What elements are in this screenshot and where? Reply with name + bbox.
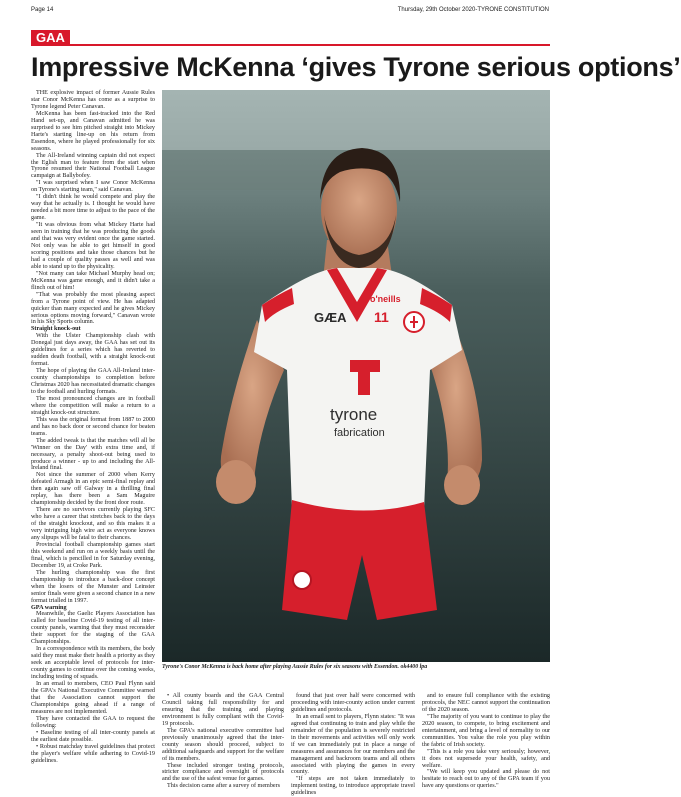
article-paragraph: "I was surprised when I saw Conor McKenna on Tyrone's starting team," said Canavan. — [31, 180, 155, 194]
article-paragraph: The All-Ireland winning captain did not expect the Eglish man to feature from the start when Tyrone resumed their National Football League campaign at Ballybofey. — [31, 152, 155, 180]
article-paragraph: "This is a role you take very seriously; however, it does not supersede your health, safety, and welfare. — [422, 748, 550, 769]
section-rule — [31, 44, 550, 46]
article-column-2 — [162, 693, 284, 790]
article-paragraph: "The majority of you want to continue to play the 2020 season, to compete, to bring excitement and entertainment, and bring a level of normality to our communities. You value the role you play within the fabric of Irish society. — [422, 713, 550, 748]
article-paragraph: "That was probably the most pleasing aspect from a Tyrone point of view. He has adapted quicker than many expected and he gives Mickey serious options moving forward," Canavan wrote in his Sky Sports column. — [31, 291, 155, 326]
article-paragraph: found that just over half were concerned with proceeding with inter-county action under current guidelines and protocols. — [291, 693, 415, 713]
article-paragraph: They have contacted the GAA to request the following: — [31, 715, 155, 729]
player-illustration — [162, 90, 550, 662]
article-paragraph: "We will keep you updated and please do not hesitate to reach out to any of the GPA team if you have any questions or queries." — [422, 769, 550, 790]
article-paragraph: "Not many can take Michael Murphy head on; McKenna was game enough, and it didn't take a flinch out of him! — [31, 270, 155, 291]
article-paragraph: These included stronger testing protocols, stricter compliance and oversight of protocols and the use of the safest venue for games. — [162, 762, 284, 783]
article-paragraph: The GPA's national executive committee had previously unanimously agreed that the inter-county season should proceed, subject to additional safeguards and support for the welfare of its members. — [162, 727, 284, 762]
article-paragraph: The added tweak is that the matches will all be 'Winner on the Day' with extra time and, if necessary, a penalty shoot-out being used to produce a winner - up to and including the All-Ireland final. — [31, 437, 155, 472]
article-paragraph: Meanwhile, the Gaelic Players Association has called for baseline Covid-19 testing of all inter-county panels, warning that they must reconsider their support for the staging of the GAA Championships. — [31, 611, 155, 646]
player-photo — [162, 90, 550, 662]
article-paragraph: "If steps are not taken immediately to implement testing, to introduce appropriate travel guidelines — [291, 776, 415, 797]
masthead — [0, 0, 580, 20]
article-paragraph: THE explosive impact of former Aussie Rules star Conor McKenna has come as a surprise to Tyrone legend Peter Canavan. — [31, 90, 155, 110]
photo-caption: Tyrone's Conor McKenna is back home after playing Aussie Rules for six seasons with Essendon. ok4400 lpa — [162, 664, 428, 670]
sponsor-line1: tyrone — [330, 405, 378, 424]
article-paragraph: Not since the summer of 2000 when Kerry defeated Armagh in an epic semi-final replay and then again saw off Galway in a thrilling final replay, has there been a Sam Maguire championship decided by the front door route. — [31, 472, 155, 507]
article-paragraph: In a correspondence with its members, the body said they must make their health a priority as they seek an acceptable level of protocols for inter-county games to continue over the coming weeks, including testing of squads. — [31, 646, 155, 681]
article-paragraph: "I didn't think he would compete and play the way that he actually is. I thought he would have needed a bit more time to adjust to the pace of the game. — [31, 194, 155, 222]
article-column-1 — [31, 90, 155, 764]
article-paragraph: The hurling championship was the first championship to introduce a back-door concept when the losers of the Munster and Leinster senior finals were given a second chance in a new format trialled in 1997. — [31, 569, 155, 604]
article-paragraph: and to ensure full compliance with the existing protocols, the NEC cannot support the continuation of the 2020 season. — [422, 693, 550, 713]
subheading: Straight knock-out — [31, 326, 81, 333]
article-paragraph: • Robust matchday travel guidelines that protect the player's welfare while adhering to Covid-19 guidelines. — [31, 743, 155, 764]
subheading: GPA warning — [31, 604, 67, 611]
article-paragraph: McKenna has been fast-tracked into the Red Hand set-up, and Canavan admitted he was surprised to see him pitched straight into Mickey Harte's starting line-up on his return from Essendon, where he played professionally for six seasons. — [31, 110, 155, 152]
shirt-number: 11 — [374, 309, 389, 325]
article-paragraph: This decision came after a survey of members — [167, 783, 281, 790]
article-paragraph: The hope of playing the GAA All-Ireland inter-county championships to completion before Christmas 2020 has necessitated dramatic changes to the football and hurling formats. — [31, 368, 155, 395]
article-paragraph: "It was obvious from what Mickey Harte had seen in training that he was producing the goods and that was very evident once the game started. Not only was he able to get himself in good scoring positions and take those chances but he had a couple of quality passes as well and was able to stand up to the physicality. — [31, 222, 155, 270]
section-header — [31, 30, 550, 45]
article-paragraph: • Baseline testing of all inter-county panels at the earliest date possible. — [31, 729, 155, 743]
article-paragraph: With the Ulster Championship clash with Donegal just days away, the GAA has set out its guidelines for a series which has reverted to sudden death football, with a straight knock-out format. — [31, 333, 155, 368]
section-label: GAA — [31, 30, 70, 45]
article-paragraph: This was the original format from 1887 to 2000 and has no back door or second chance for beaten teams. — [31, 416, 155, 437]
shirt-brand: o'neills — [370, 294, 401, 304]
article-column-4 — [422, 693, 550, 790]
page-number: Page 14 — [31, 7, 54, 13]
article-paragraph: In an email sent to players, Flynn states: "It was agreed that continuing to train and play while the remainder of the population is severely restricted in their movements and activities will only work if we can immediately put in place a range of measures and assurances for our members and the management and backroom teams and all others associated with playing the games in every county. — [291, 713, 415, 776]
article-paragraph: In an email to members, CEO Paul Flynn said the GPA's National Executive Committee warned that the Association cannot support the Championships going ahead if a range of measures are not implemented. — [31, 681, 155, 715]
article-paragraph: Provincial football championship games start this weekend and run on a weekly basis until the final, which is pencilled in for Saturday evening, December 19, at Croke Park. — [31, 541, 155, 569]
article-paragraph: • All county boards and the GAA Central Council taking full responsibility for and ensuring that the training and playing environment is fully compliant with the Covid-19 protocols. — [162, 693, 284, 727]
article-paragraph: The most pronounced changes are in football where the competition will make a return to a straight knock-out structure. — [31, 395, 155, 416]
date-publication: Thursday, 29th October 2020-TYRONE CONSTITUTION — [397, 7, 549, 13]
headline: Impressive McKenna ‘gives Tyrone serious options’ — [31, 52, 681, 82]
article-column-3 — [291, 693, 415, 797]
article-paragraph: There are no survivors currently playing SFC who have a career that stretches back to the days of the straight knockout, and so this makes it a very intriguing high wire act as everyone knows any slipups will be fatal to their chances. — [31, 507, 155, 541]
sponsor-line2: fabrication — [334, 427, 385, 439]
shirt-badge: GÆA — [314, 310, 347, 325]
